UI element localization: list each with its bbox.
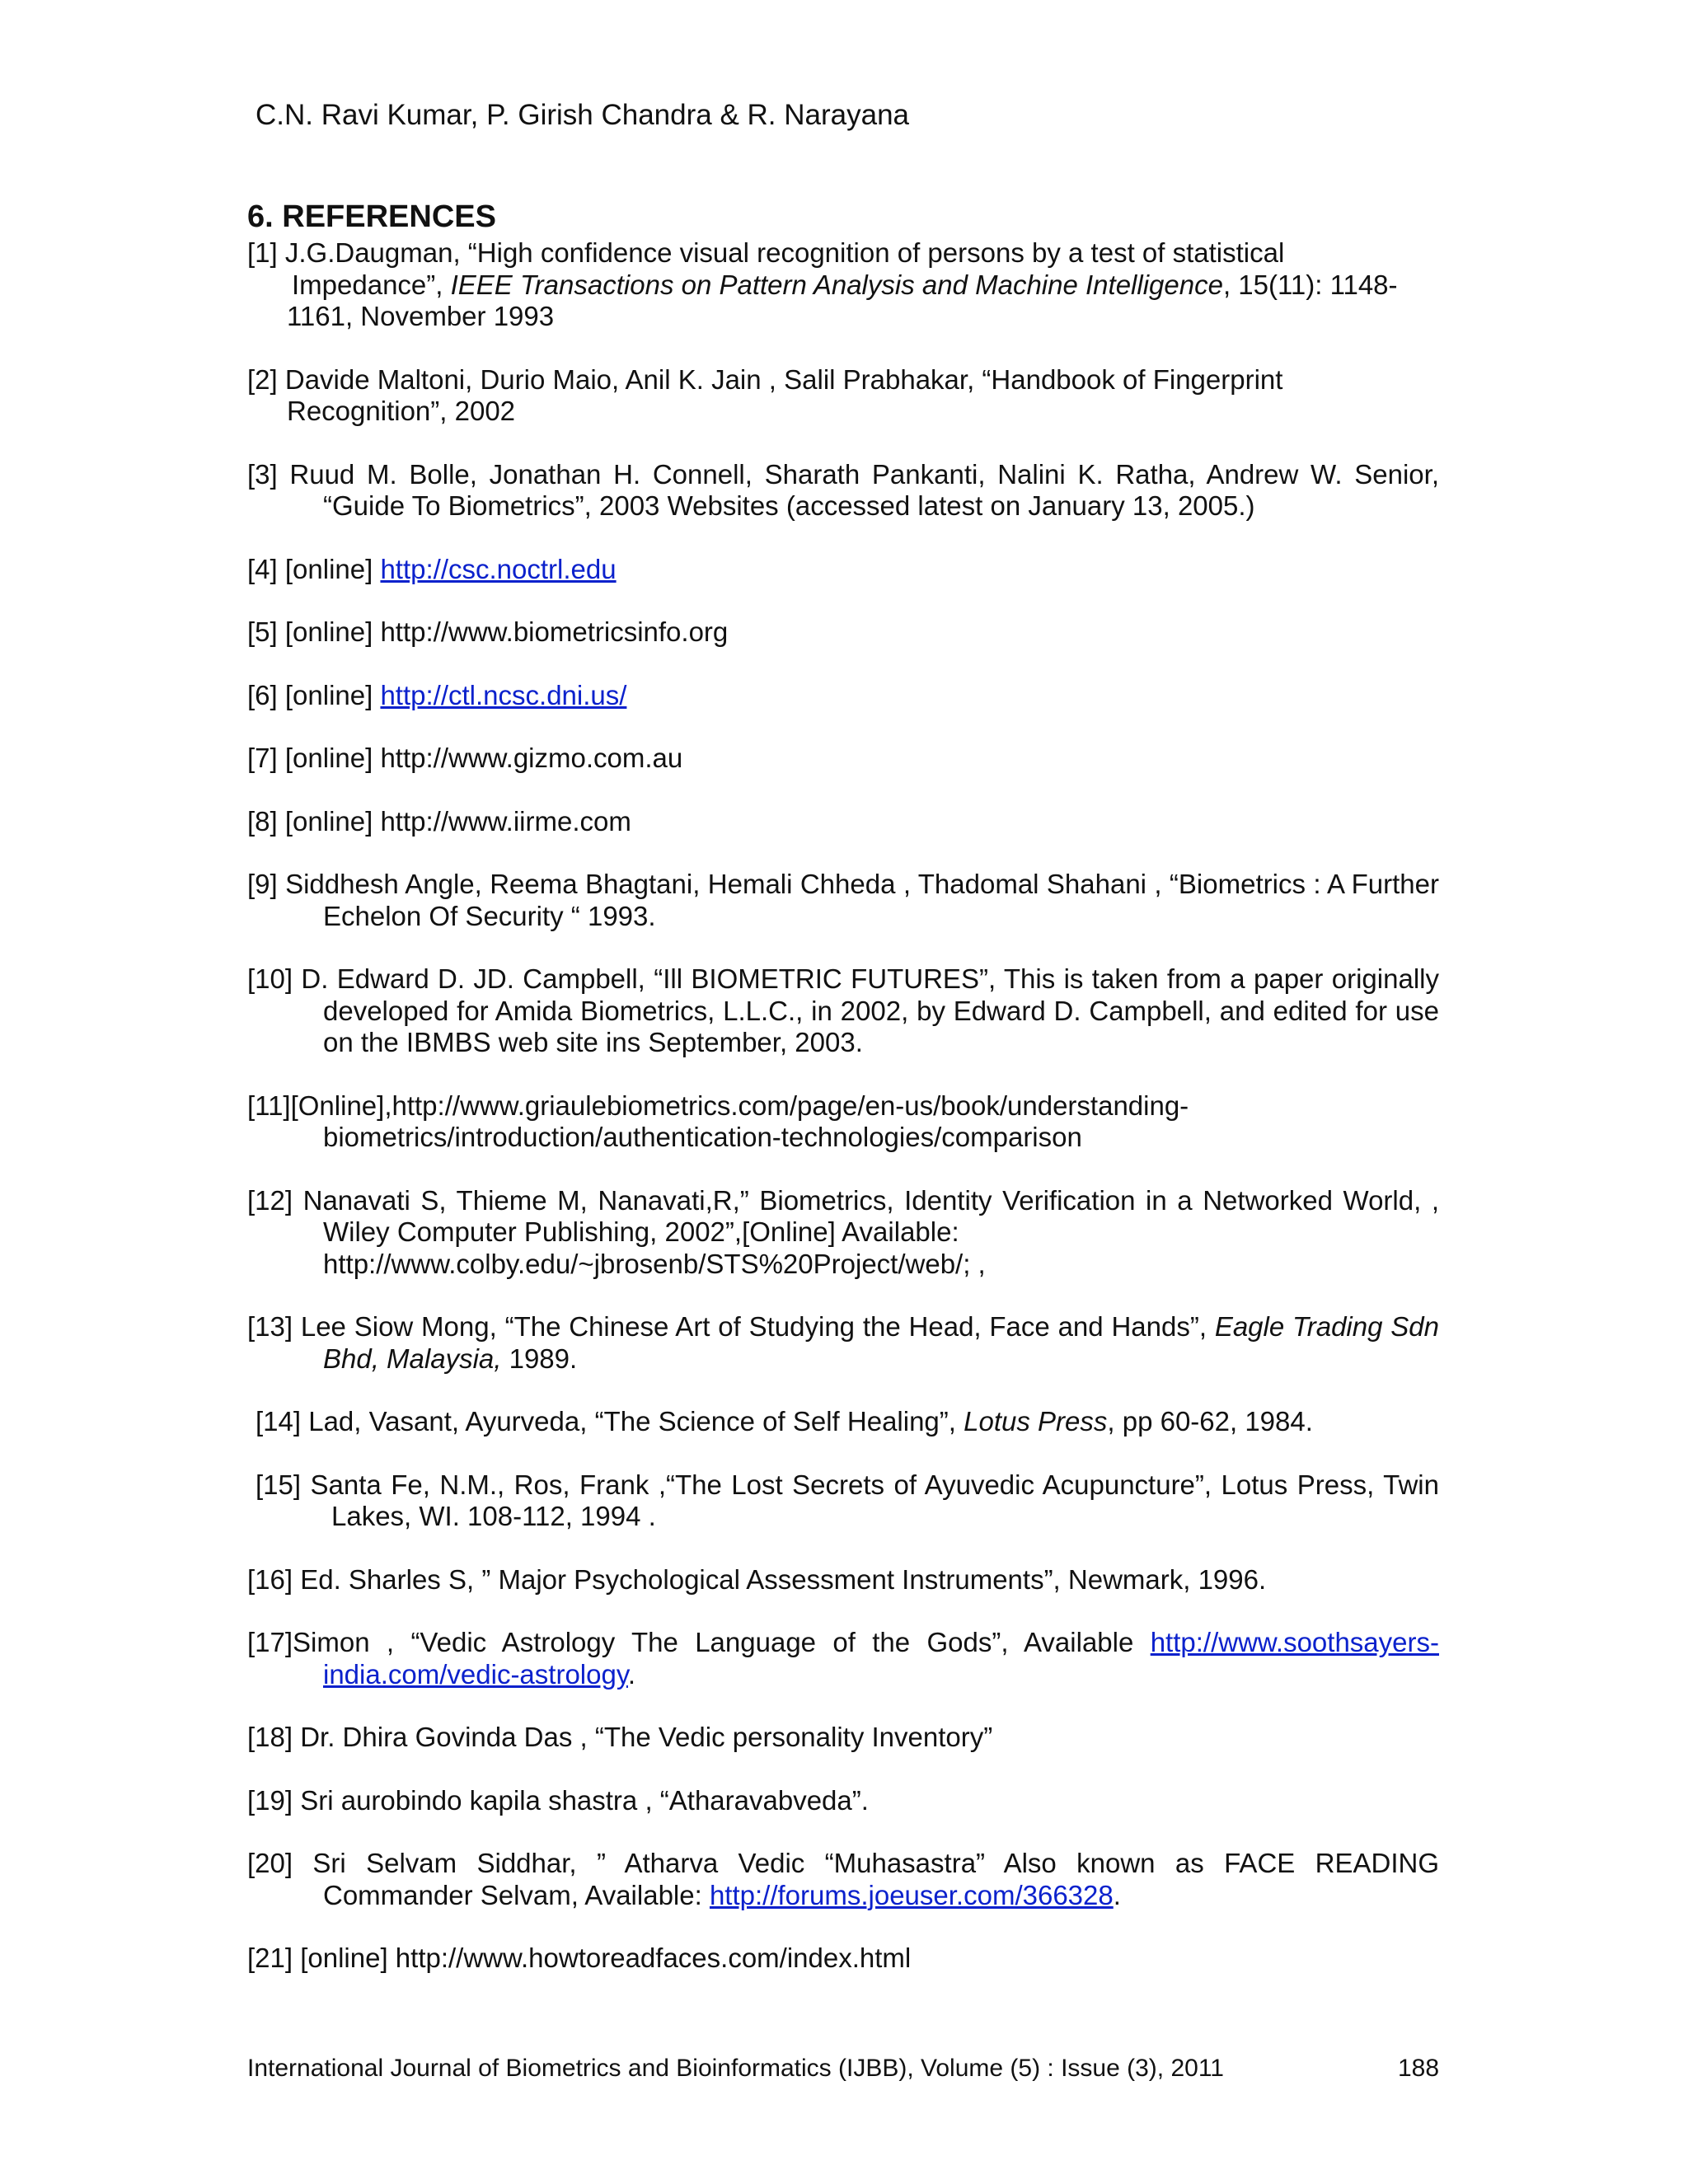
reference-14-pages: , pp 60-62, 1984.	[1107, 1406, 1313, 1436]
reference-7: [7] [online] http://www.gizmo.com.au	[247, 743, 683, 773]
reference-20-text: [20] Sri Selvam Siddhar, ” Atharva Vedic “Muhasastra” Also known as FACE READING Commander Selvam, Available:	[247, 1848, 1439, 1910]
reference-1-pages: 1161, November 1993	[287, 301, 555, 331]
reference-list	[247, 237, 1439, 1975]
reference-6-link[interactable]: http://ctl.ncsc.dni.us/	[380, 679, 627, 710]
reference-8: [8] [online] http://www.iirme.com	[247, 805, 631, 837]
reference-4	[247, 554, 1439, 586]
reference-1-volume: , 15(11): 1148-	[1222, 269, 1398, 300]
reference-11	[247, 1090, 1439, 1154]
reference-17-suffix: .	[627, 1658, 636, 1690]
running-header: C.N. Ravi Kumar, P. Girish Chandra & R. Narayana	[256, 99, 910, 131]
reference-13-text: [13] Lee Siow Mong, “The Chinese Art of Studying the Head, Face and Hands”,	[247, 1311, 1215, 1342]
reference-12	[247, 1185, 1439, 1281]
reference-3: [3] Ruud M. Bolle, Jonathan H. Connell, Sharath Pankanti, Nalini K. Ratha, Andrew W. Senior, “Guide To Biometrics”, 2003 Websites (accessed latest on January 13, 2005.)	[247, 458, 1439, 521]
reference-20	[247, 1848, 1439, 1911]
reference-17-link[interactable]: http://www.soothsayers-india.com/vedic-astrology	[323, 1627, 1439, 1690]
reference-2-text: [2] Davide Maltoni, Durio Maio, Anil K. Jain , Salil Prabhakar, “Handbook of Fingerprint	[247, 363, 1283, 395]
reference-6-prefix: [6] [online]	[247, 679, 381, 710]
reference-11-text-cont: biometrics/introduction/authentication-technologies/comparison	[323, 1122, 1082, 1152]
reference-12-text: [12] Nanavati S, Thieme M, Nanavati,R,” Biometrics, Identity Verification in a Networked World, , Wiley Computer Publishing, 2002”,[Online] Available:	[247, 1184, 1439, 1247]
reference-19: [19] Sri aurobindo kapila shastra , “Atharavabveda”.	[247, 1784, 869, 1816]
reference-2	[247, 364, 1439, 428]
reference-1	[247, 237, 1439, 333]
reference-1-journal: IEEE Transactions on Pattern Analysis and Machine Intelligence	[450, 269, 1223, 300]
reference-11-text: [11][Online],http://www.griaulebiometrics.com/page/en-us/book/understanding-	[247, 1090, 1189, 1121]
reference-12-url: http://www.colby.edu/~jbrosenb/STS%20Project/web/; ,	[323, 1248, 986, 1279]
reference-14	[256, 1406, 1439, 1438]
reference-13-publisher: Eagle Trading Sdn Bhd, Malaysia,	[323, 1311, 1439, 1374]
section-title: 6. REFERENCES	[247, 199, 496, 234]
reference-5: [5] [online] http://www.biometricsinfo.org	[247, 616, 729, 647]
reference-14-text: [14] Lad, Vasant, Ayurveda, “The Science of Self Healing”,	[256, 1406, 964, 1436]
page-number: 188	[1398, 2055, 1440, 2082]
reference-4-prefix: [4] [online]	[247, 553, 381, 584]
reference-15: [15] Santa Fe, N.M., Ros, Frank ,“The Lost Secrets of Ayuvedic Acupuncture”, Lotus Press, Twin Lakes, WI. 108-112, 1994 .	[256, 1469, 1439, 1531]
reference-10: [10] D. Edward D. JD. Campbell, “Ill BIOMETRIC FUTURES”, This is taken from a paper originally developed for Amida Biometrics, L.L.C., in 2002, by Edward D. Campbell, and edited for use on the IBMBS web site ins September, 2003.	[247, 963, 1439, 1057]
reference-18: [18] Dr. Dhira Govinda Das , “The Vedic personality Inventory”	[247, 1722, 993, 1752]
reference-9: [9] Siddhesh Angle, Reema Bhagtani, Hemali Chheda , Thadomal Shahani , “Biometrics : A Further Echelon Of Security “ 1993.	[247, 869, 1439, 931]
reference-2-text-cont: Recognition”, 2002	[287, 396, 516, 426]
reference-1-text-cont: Impedance”,	[292, 269, 451, 300]
reference-1-text: [1] J.G.Daugman, “High confidence visual recognition of persons by a test of statistical	[247, 237, 1285, 268]
reference-6	[247, 680, 1439, 712]
reference-4-link[interactable]: http://csc.noctrl.edu	[380, 553, 617, 584]
reference-17-text: [17]Simon , “Vedic Astrology The Language of the Gods”, Available	[247, 1627, 1151, 1657]
reference-21: [21] [online] http://www.howtoreadfaces.com/index.html	[247, 1943, 912, 1973]
reference-13	[247, 1311, 1439, 1375]
reference-14-publisher: Lotus Press	[964, 1406, 1108, 1436]
reference-13-year: 1989.	[501, 1343, 578, 1374]
reference-20-suffix: .	[1113, 1879, 1121, 1910]
reference-20-link[interactable]: http://forums.joeuser.com/366328	[709, 1879, 1114, 1910]
reference-17	[247, 1627, 1439, 1690]
reference-16: [16] Ed. Sharles S, ” Major Psychological Assessment Instruments”, Newmark, 1996.	[247, 1563, 1267, 1595]
footer-journal: International Journal of Biometrics and Bioinformatics (IJBB), Volume (5) : Issue (3), 2011	[247, 2055, 1224, 2082]
